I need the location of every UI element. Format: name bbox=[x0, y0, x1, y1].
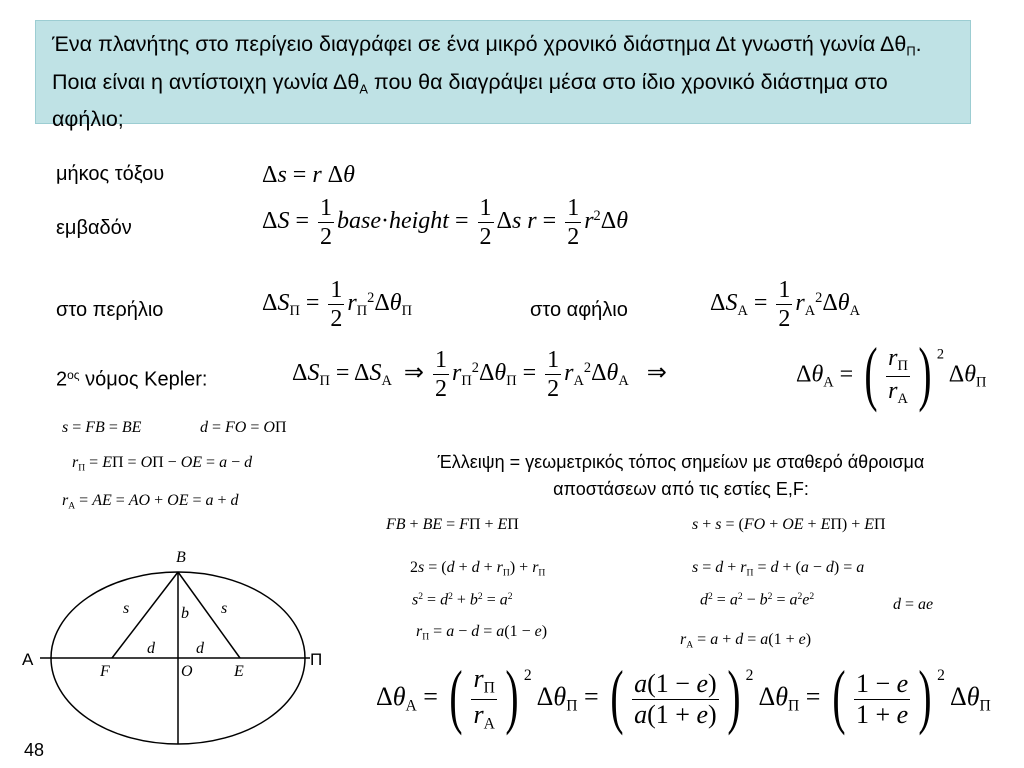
point-p-label: Π bbox=[310, 650, 323, 669]
point-a-label: A bbox=[22, 650, 34, 669]
ellipse-diagram bbox=[20, 545, 350, 750]
eq-r-aphelion: $r_A$ = AE = AO + OE = a + d bbox=[62, 492, 239, 512]
question-box bbox=[35, 20, 971, 131]
eq-kepler-result: $\Delta\theta_A$ = ( $\frac{r_\Pi}{r_A}$ ) $^2$ $\Delta\theta_\Pi$ bbox=[796, 333, 987, 413]
ellipse-def-line1: Έλλειψη = γεωμετρικός τόπος σημείων με σταθερό άθροισμα bbox=[437, 452, 925, 472]
eq-fb-be-sum: FB + BE = FΠ + EΠ bbox=[386, 516, 519, 533]
eq-perihelion: $\Delta S_\Pi$ = $\frac{1}{2}$ $r_\Pi^2\Delta\theta_\Pi$ bbox=[262, 277, 412, 332]
point-f-label: F bbox=[100, 663, 110, 680]
label-perihelion: στο περήλιο bbox=[56, 299, 164, 321]
eq-s-equals-a: $s = d + r_\Pi = d + (a - d) = a$ bbox=[692, 559, 865, 579]
segment-fb bbox=[112, 572, 178, 658]
eq-d-ae: d = ae bbox=[893, 596, 934, 613]
label-d-left: d bbox=[147, 640, 155, 657]
page-number: 48 bbox=[24, 740, 45, 760]
label-arc-length: μήκος τόξου bbox=[56, 163, 165, 185]
label-aphelion: στο αφήλιο bbox=[530, 299, 628, 321]
point-b-label: B bbox=[176, 549, 186, 566]
label-d-right: d bbox=[196, 640, 204, 657]
point-o-label: O bbox=[181, 663, 193, 680]
label-s-right: s bbox=[221, 600, 228, 617]
eq-aphelion: $\Delta S_A$ = $\frac{1}{2}$ $r_A^2\Delta\theta_A$ bbox=[710, 277, 860, 332]
eq-rp-ae: $r_\Pi = a - d = a(1 - e)$ bbox=[416, 623, 548, 643]
eq-d-fo: d = FO = OΠ bbox=[200, 419, 287, 436]
label-area: εμβαδόν bbox=[56, 217, 132, 239]
point-e-label: E bbox=[234, 663, 244, 680]
label-b: b bbox=[181, 605, 189, 622]
eq-kepler: $\Delta S_\Pi = \Delta S_A$ ⇒ $\frac{1}{2}$ $r_\Pi^2\Delta\theta_\Pi$ = $\frac{1}{2}$ $r_A^2\Delta\theta_A$ ⇒ bbox=[292, 347, 667, 402]
eq-final: $\Delta\theta_A$ = ( $\frac{r_\Pi}{r_A}$ ) $^2$ $\Delta\theta_\Pi$ = ( $\frac{a(1 - e)}{a(1 + e)}$ ) $^2$ $\Delta\theta_\Pi$ = ( $\frac{1 - e}{1 + e}$ ) $^2$ $\Delta\theta_\Pi$ bbox=[376, 656, 991, 736]
eq-area: ΔS = $\frac{1}{2}$ base·height = $\frac{1}{2}$ Δs r = $\frac{1}{2}$ $r^2\Delta\theta$ bbox=[262, 195, 628, 250]
ellipse-def-line2: αποστάσεων από τις εστίες Ε,F: bbox=[553, 479, 809, 499]
question-text: Ένα πλανήτης στο περίγειο διαγράφει σε ένα μικρό χρονικό διάστημα Δt γνωστή γωνία $\Delta\theta_\Pi$. Ποια είναι η αντίστοιχη γωνία $\Delta\theta_A$ που θα διαγράψει μέσα στο ίδιο χρονικό διάστημα στο αφήλιο; bbox=[52, 32, 922, 131]
eq-2s: $2s = (d + d + r_\Pi) + r_\Pi$ bbox=[410, 559, 546, 579]
eq-s-fb-be: s = FB = BE bbox=[62, 419, 142, 436]
eq-s-s-sum: s + s = (FO + OE + EΠ) + EΠ bbox=[692, 516, 886, 533]
label-s-left: s bbox=[123, 600, 130, 617]
eq-ra-ae: $r_A = a + d = a(1 + e)$ bbox=[680, 631, 812, 651]
label-kepler: $2^{o\varsigma}$ νόμος Kepler: bbox=[56, 368, 208, 391]
eq-d-squared: $d^2 = a^2 - b^2 = a^2e^2$ bbox=[700, 591, 815, 609]
eq-r-perihelion: $r_\Pi = E\Pi = O\Pi$ − OE = a − d bbox=[72, 454, 253, 474]
eq-pythagoras: $s^2 = d^2 + b^2 = a^2$ bbox=[412, 591, 513, 609]
eq-arc-length: Δs = r Δθ bbox=[262, 162, 355, 188]
ellipse-definition bbox=[366, 449, 996, 503]
